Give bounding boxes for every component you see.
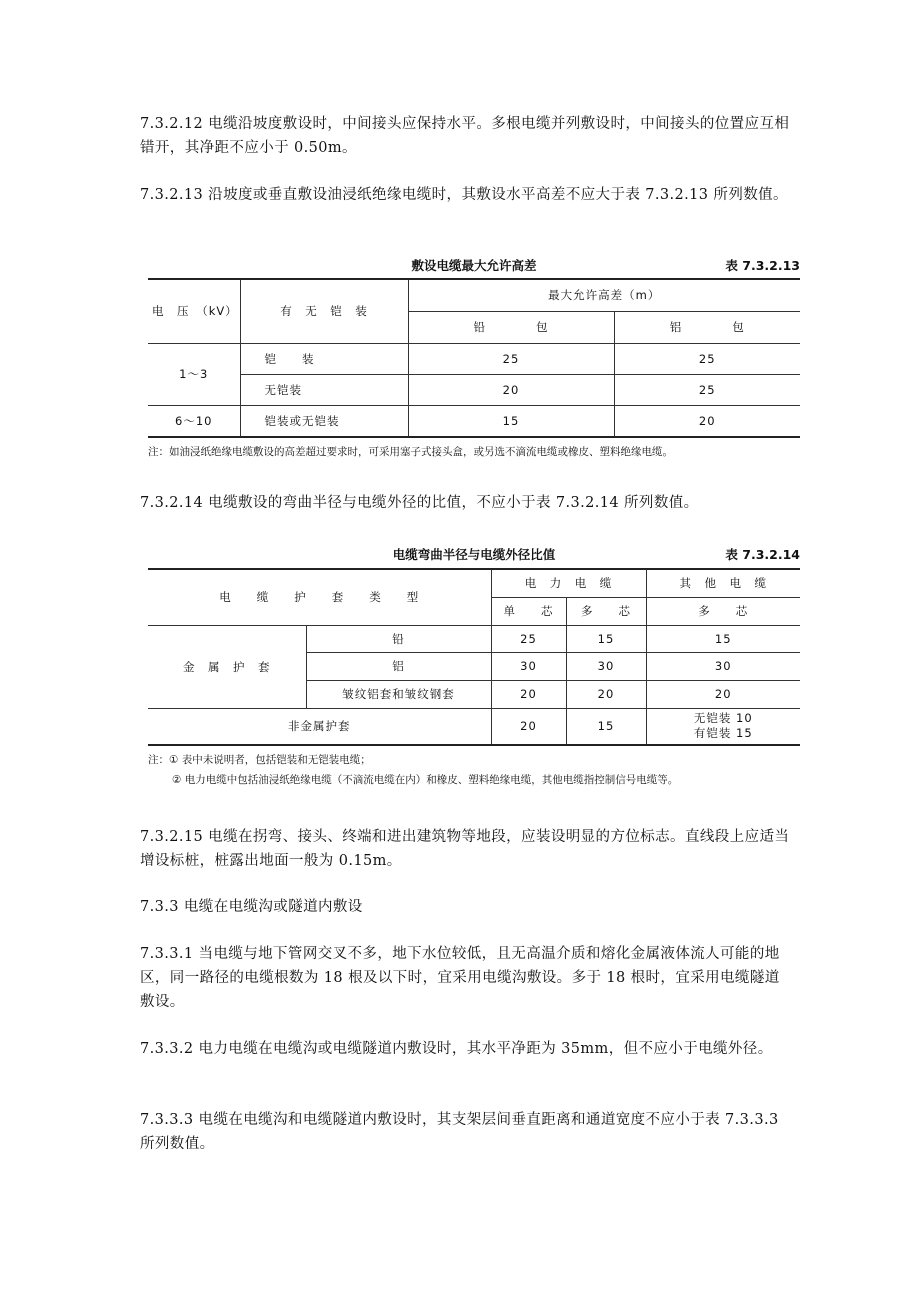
table2-title: 电缆弯曲半径与电缆外径比值 (392, 547, 556, 562)
cell-multi: 20 (566, 680, 646, 708)
cell-nonmetal-sheath: 非金属护套 (148, 708, 491, 745)
table-row (148, 625, 800, 652)
header-voltage: 电 压 （kV） (148, 279, 240, 343)
paragraph-7-3-3-2: 7.3.3.2 电力电缆在电缆沟或电缆隧道内敷设时，其水平净距为 35mm，但不应小于电缆外径。 (140, 1041, 773, 1057)
cell-other-armored: 有铠装 15 (693, 726, 753, 741)
cell-sheath-type: 皱纹铝套和皱纹钢套 (306, 680, 491, 708)
table-bending-radius-ratio (148, 568, 800, 746)
cell-aluminum: 20 (614, 405, 800, 437)
table1-caption (148, 256, 800, 276)
cell-single: 20 (491, 680, 566, 708)
cell-lead: 25 (408, 343, 614, 374)
table2-note-2: ② 电力电缆中包括油浸纸绝缘电缆（不滴流电缆在内）和橡皮、塑料绝缘电缆，其他电缆指控制信号电缆等。 (172, 774, 679, 786)
cell-aluminum: 25 (614, 374, 800, 405)
cell-single: 20 (491, 708, 566, 745)
header-lead-sheath: 铅 包 (408, 311, 614, 343)
header-sheath-type: 电 缆 护 套 类 型 (148, 569, 491, 625)
cell-voltage: 1～3 (148, 343, 240, 405)
table-row (148, 405, 800, 437)
table-row (148, 708, 800, 745)
cell-aluminum: 25 (614, 343, 800, 374)
paragraph-7-3-3-3: 7.3.3.3 电缆在电缆沟和电缆隧道内敷设时，其支架层间垂直距离和通道宽度不应小于表 7.3.3.3 所列数值。 (140, 1112, 779, 1152)
table1-number: 表 7.3.2.13 (725, 258, 800, 273)
cell-sheath-type: 铅 (306, 625, 491, 652)
cell-single: 30 (491, 652, 566, 680)
paragraph-7-3-2-14: 7.3.2.14 电缆敷设的弯曲半径与电缆外径的比值，不应小于表 7.3.2.14 所列数值。 (140, 495, 699, 511)
cell-armor: 铠 装 (240, 343, 408, 374)
table2-caption (148, 545, 800, 565)
table1-title: 敷设电缆最大允许高差 (411, 258, 537, 273)
cell-multi: 15 (566, 708, 646, 745)
cell-multi: 15 (566, 625, 646, 652)
cell-other-unarmored: 无铠装 10 (693, 711, 753, 726)
table2-number: 表 7.3.2.14 (725, 547, 800, 562)
cell-single: 25 (491, 625, 566, 652)
header-other-cable: 其 他 电 缆 (646, 569, 800, 597)
table2-note-1: 注：① 表中未说明者，包括铠装和无铠装电缆； (148, 754, 371, 766)
section-heading-7-3-3: 7.3.3 电缆在电缆沟或隧道内敷设 (140, 899, 363, 915)
cell-armor: 铠装或无铠装 (240, 405, 408, 437)
table-max-height-difference (148, 278, 800, 438)
table2-notes (148, 750, 808, 790)
table1-note (148, 442, 808, 462)
paragraph-7-3-2-15: 7.3.2.15 电缆在拐弯、接头、终端和进出建筑物等地段，应装设明显的方位标志。直线段上应适当增设标桩，桩露出地面一般为 0.15m。 (140, 829, 790, 869)
table-row (148, 343, 800, 374)
table-row (148, 374, 800, 405)
header-multi-core: 多 芯 (566, 597, 646, 625)
header-power-cable: 电 力 电 缆 (491, 569, 646, 597)
cell-lead: 20 (408, 374, 614, 405)
cell-armor: 无铠装 (240, 374, 408, 405)
header-single-core: 单 芯 (491, 597, 566, 625)
header-aluminum-sheath: 铝 包 (614, 311, 800, 343)
cell-other: 15 (646, 625, 800, 652)
cell-multi: 30 (566, 652, 646, 680)
cell-other: 30 (646, 652, 800, 680)
paragraph-7-3-2-12: 7.3.2.12 电缆沿坡度敷设时，中间接头应保持水平。多根电缆并列敷设时，中间接头的位置应互相错开，其净距不应小于 0.50m。 (140, 116, 790, 156)
cell-other (646, 708, 800, 745)
paragraph-7-3-2-13: 7.3.2.13 沿坡度或垂直敷设油浸纸绝缘电缆时，其敷设水平高差不应大于表 7.3.2.13 所列数值。 (140, 187, 788, 203)
cell-voltage: 6～10 (148, 405, 240, 437)
cell-other: 20 (646, 680, 800, 708)
cell-lead: 15 (408, 405, 614, 437)
header-other-multi-core: 多 芯 (646, 597, 800, 625)
header-armor: 有 无 铠 装 (240, 279, 408, 343)
header-max-height-difference: 最大允许高差（m） (408, 279, 800, 311)
cell-sheath-type: 铝 (306, 652, 491, 680)
paragraph-7-3-3-1: 7.3.3.1 当电缆与地下管网交叉不多，地下水位较低，且无高温介质和熔化金属液体流人可能的地区，同一路径的电缆根数为 18 根及以下时，宜采用电缆沟敷设。多于 18 根时，宜采用电缆隧道敷设。 (140, 946, 780, 1010)
table1-note-text: 注：如油浸纸绝缘电缆敷设的高差超过要求时，可采用塞子式接头盒，或另选不滴流电缆或橡皮、塑料绝缘电缆。 (148, 446, 673, 458)
cell-metal-sheath: 金 属 护 套 (148, 625, 306, 708)
